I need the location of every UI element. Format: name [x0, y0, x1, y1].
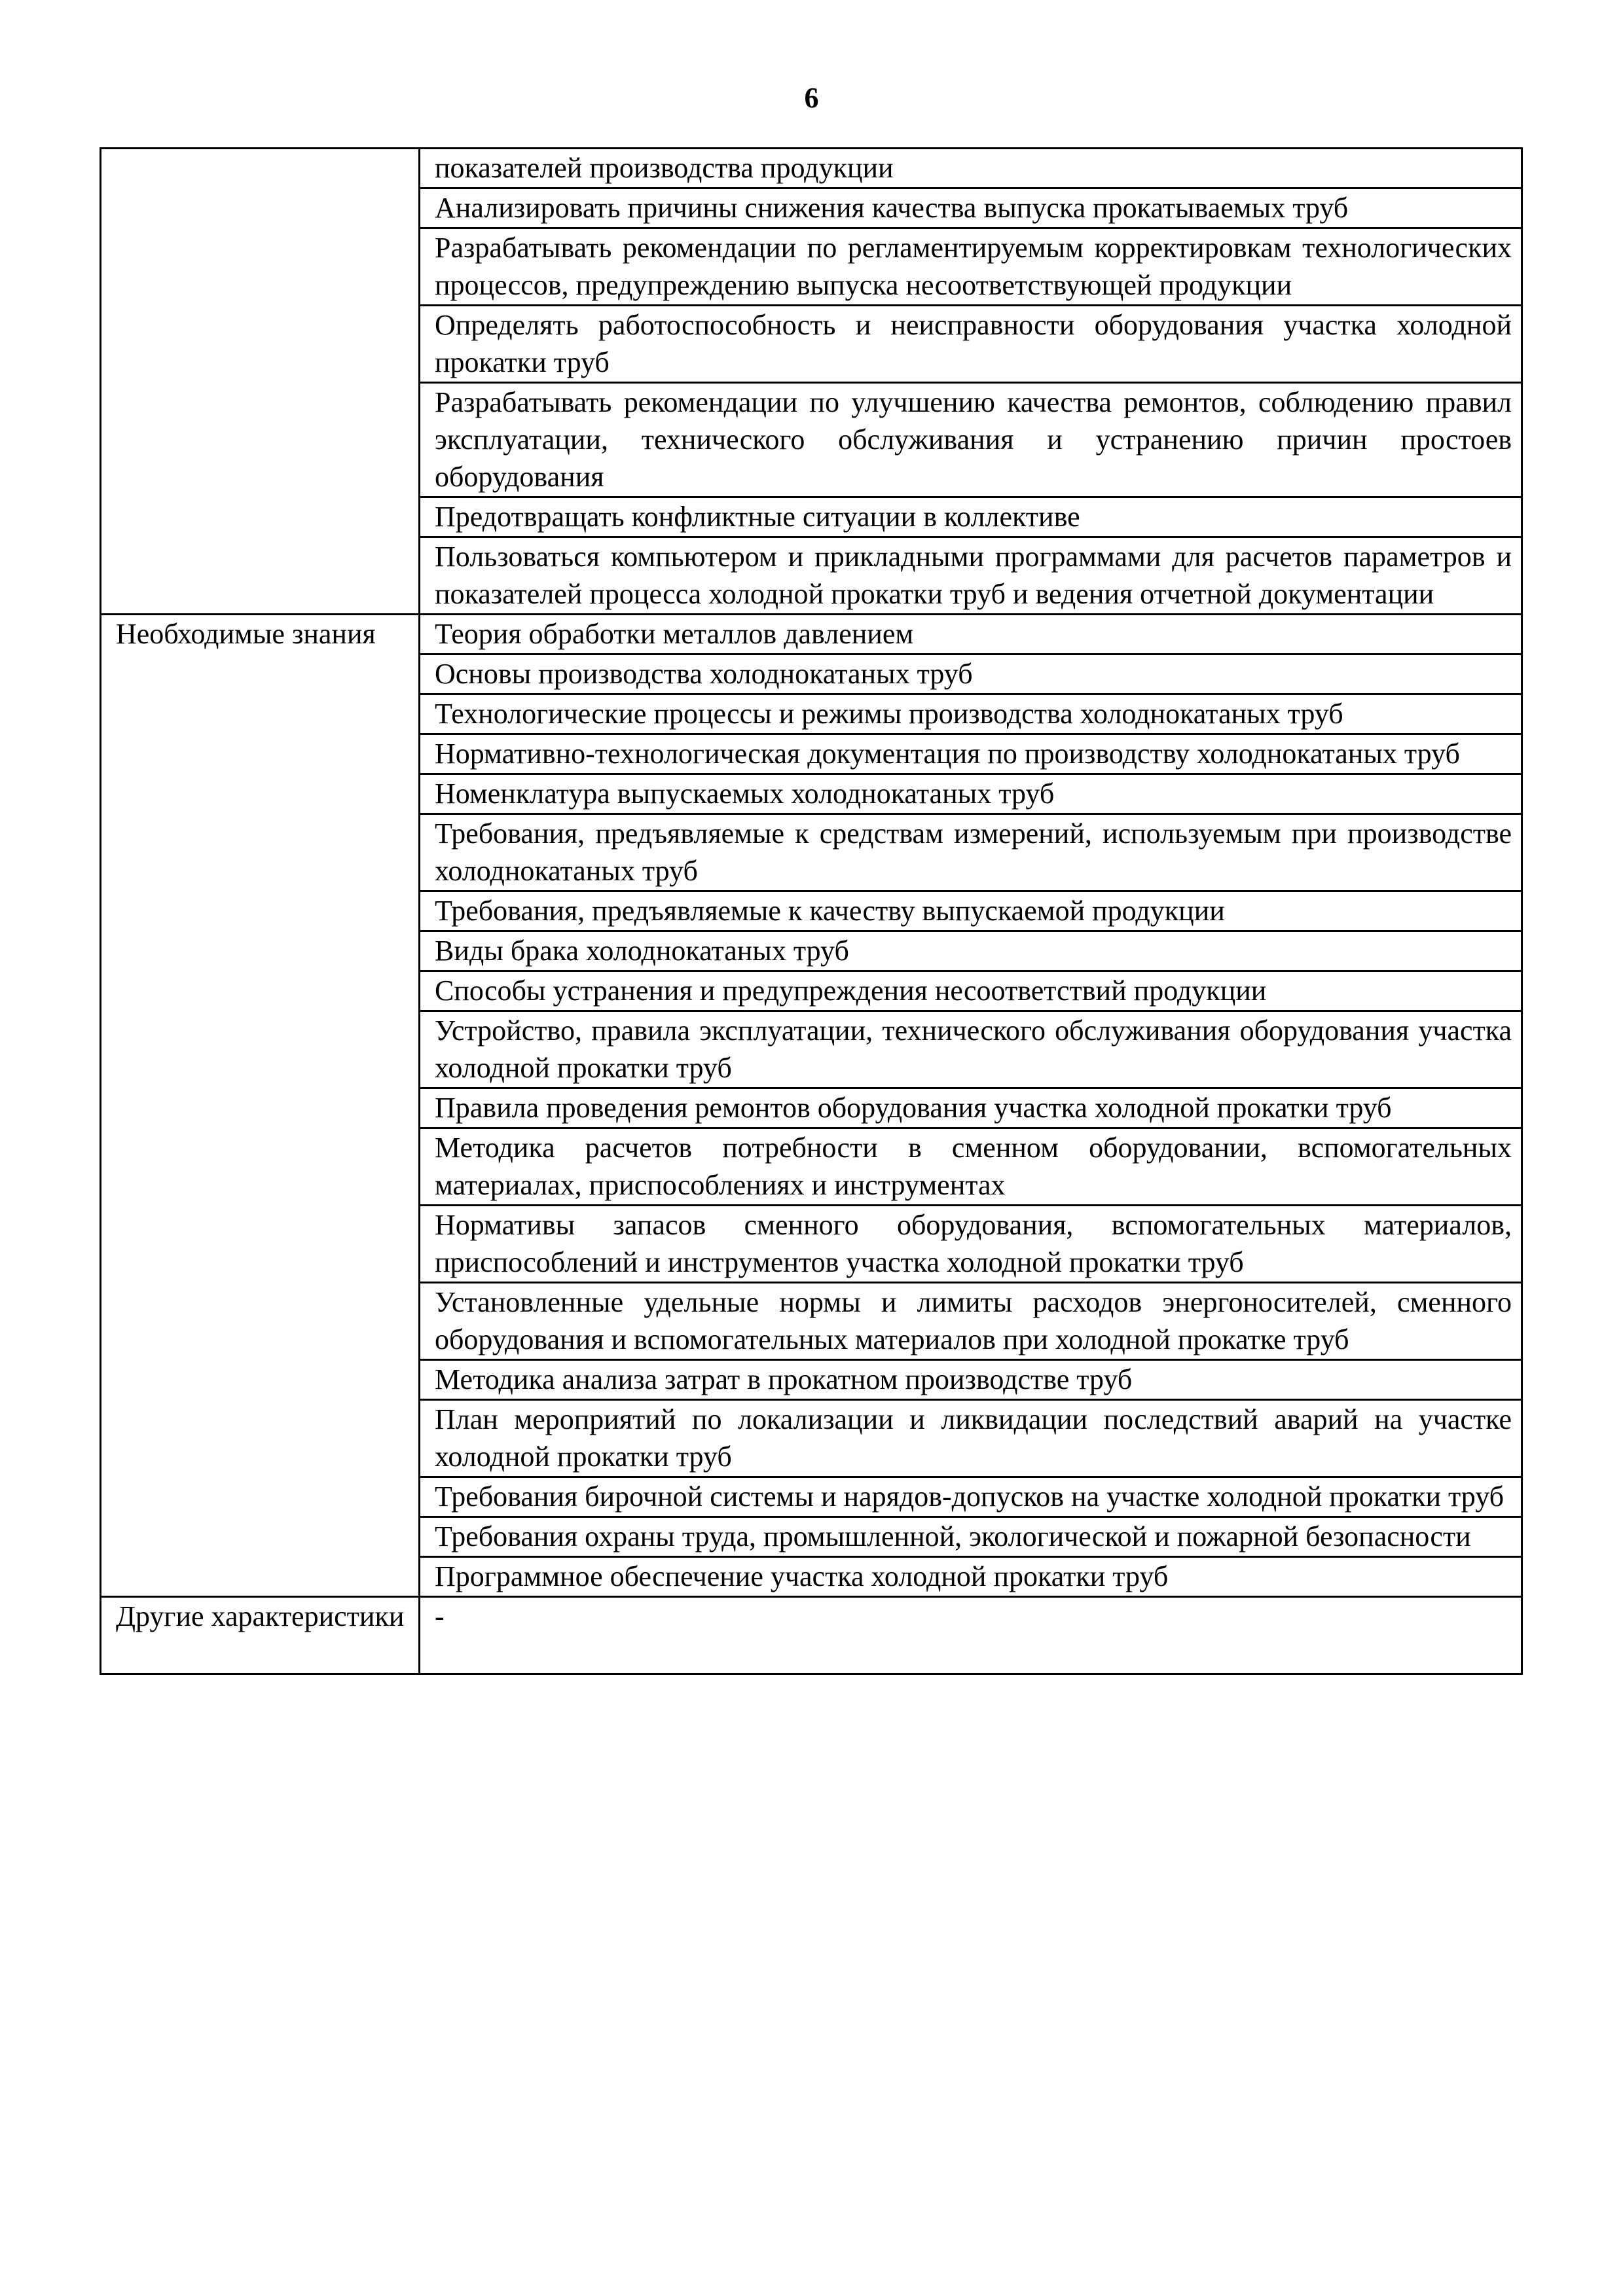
knowledge-label: Необходимые знания	[101, 615, 420, 1597]
knowledge-item: Устройство, правила эксплуатации, технического обслуживания оборудования участка холодной прокатки труб	[420, 1011, 1522, 1088]
knowledge-item: Технологические процессы и режимы производства холоднокатаных труб	[420, 694, 1522, 734]
skills-label	[101, 149, 420, 615]
knowledge-item: Требования охраны труда, промышленной, экологической и пожарной безопасности	[420, 1517, 1522, 1557]
knowledge-item: Нормативы запасов сменного оборудования, вспомогательных материалов, приспособлений и инструментов участка холодной прокатки труб	[420, 1206, 1522, 1283]
skills-item: Предотвращать конфликтные ситуации в коллективе	[420, 497, 1522, 537]
knowledge-item: Требования бирочной системы и нарядов-допусков на участке холодной прокатки труб	[420, 1477, 1522, 1517]
knowledge-item: Программное обеспечение участка холодной прокатки труб	[420, 1557, 1522, 1597]
knowledge-item: Установленные удельные нормы и лимиты расходов энергоносителей, сменного оборудования и вспомогательных материалов при холодной прокатке труб	[420, 1283, 1522, 1360]
knowledge-item: План мероприятий по локализации и ликвидации последствий аварий на участке холодной прокатки труб	[420, 1400, 1522, 1477]
skills-item: Разрабатывать рекомендации по регламентируемым корректировкам технологических процессов, предупреждению выпуска несоответствующей продукции	[420, 228, 1522, 306]
knowledge-item: Требования, предъявляемые к качеству выпускаемой продукции	[420, 891, 1522, 931]
knowledge-item: Требования, предъявляемые к средствам измерений, используемым при производстве холоднокатаных труб	[420, 814, 1522, 891]
skills-item: показателей производства продукции	[420, 149, 1522, 188]
requirements-table	[100, 147, 1523, 1675]
other-characteristics-label: Другие характеристики	[101, 1597, 420, 1674]
knowledge-item: Основы производства холоднокатаных труб	[420, 655, 1522, 694]
knowledge-item: Способы устранения и предупреждения несоответствий продукции	[420, 971, 1522, 1011]
other-characteristics-value: -	[420, 1597, 1522, 1674]
knowledge-item: Виды брака холоднокатаных труб	[420, 931, 1522, 971]
other-characteristics-row	[101, 1597, 1522, 1674]
skills-item: Анализировать причины снижения качества выпуска прокатываемых труб	[420, 188, 1522, 228]
knowledge-item: Правила проведения ремонтов оборудования участка холодной прокатки труб	[420, 1088, 1522, 1128]
skills-item: Определять работоспособность и неисправности оборудования участка холодной прокатки труб	[420, 306, 1522, 383]
knowledge-item: Методика анализа затрат в прокатном производстве труб	[420, 1360, 1522, 1400]
knowledge-item: Нормативно-технологическая документация по производству холоднокатаных труб	[420, 734, 1522, 774]
knowledge-item: Номенклатура выпускаемых холоднокатаных труб	[420, 774, 1522, 814]
skills-item: Пользоваться компьютером и прикладными программами для расчетов параметров и показателей процесса холодной прокатки труб и ведения отчетной документации	[420, 537, 1522, 615]
page-number: 6	[804, 82, 819, 114]
knowledge-item: Теория обработки металлов давлением	[420, 615, 1522, 655]
skills-row	[101, 149, 1522, 188]
skills-item: Разрабатывать рекомендации по улучшению качества ремонтов, соблюдению правил эксплуатации, технического обслуживания и устранению причин простоев оборудования	[420, 383, 1522, 497]
knowledge-row	[101, 615, 1522, 655]
knowledge-item: Методика расчетов потребности в сменном оборудовании, вспомогательных материалах, приспособлениях и инструментах	[420, 1128, 1522, 1206]
